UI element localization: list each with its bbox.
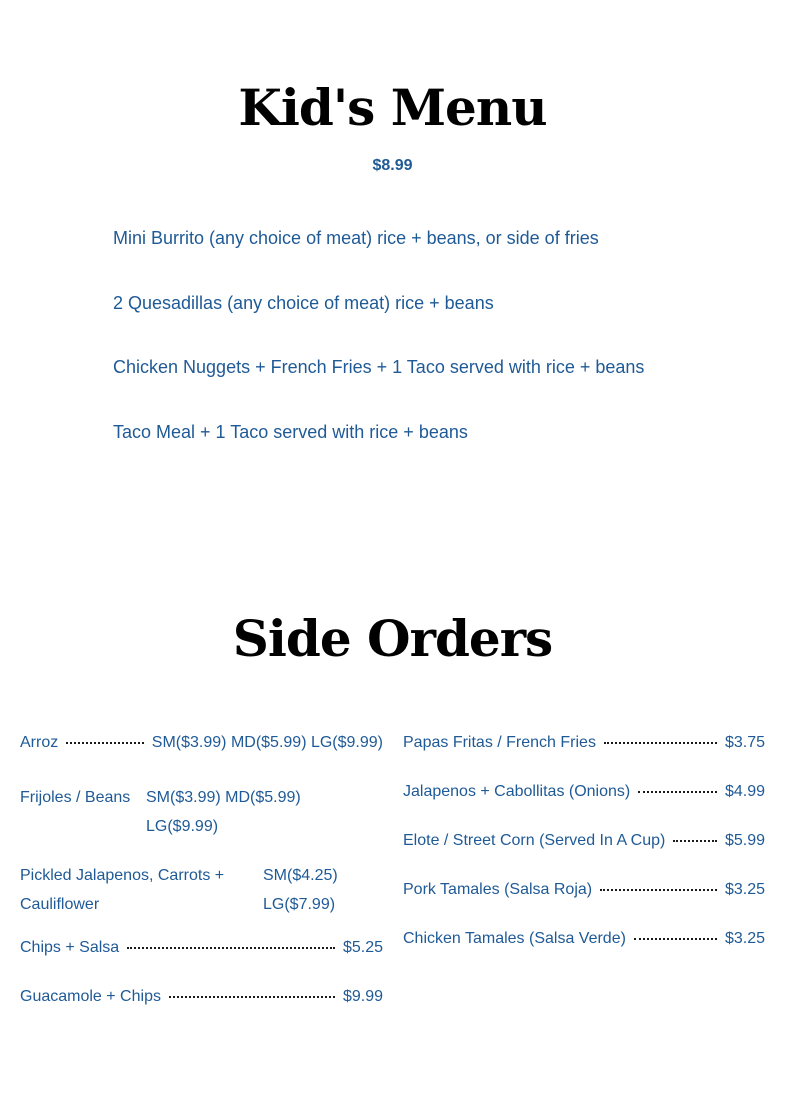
side-orders-title: Side Orders bbox=[232, 609, 553, 668]
list-item: 2 Quesadillas (any choice of meat) rice + beans bbox=[113, 292, 494, 313]
item-name: Jalapenos + Cabollitas (Onions) bbox=[403, 783, 631, 800]
side-orders-left-column bbox=[20, 734, 383, 1037]
side-item-arroz bbox=[20, 734, 383, 783]
item-name: Chips + Salsa bbox=[20, 939, 120, 956]
side-item-chips-salsa bbox=[20, 939, 383, 988]
side-orders-right-column bbox=[403, 734, 765, 979]
side-item-pickled bbox=[20, 861, 383, 919]
item-name: Guacamole + Chips bbox=[20, 988, 161, 1005]
side-item-chicken-tamales bbox=[403, 930, 765, 979]
item-price: SM($3.99) MD($5.99) LG($9.99) bbox=[151, 734, 383, 751]
leader-dots bbox=[604, 741, 717, 744]
item-price: $3.75 bbox=[724, 734, 765, 751]
list-item: Mini Burrito (any choice of meat) rice + beans, or side of fries bbox=[113, 228, 599, 248]
side-item-pork-tamales bbox=[403, 881, 765, 930]
item-price: $3.25 bbox=[724, 881, 765, 898]
item-price: $9.99 bbox=[342, 988, 383, 1005]
item-price: SM($3.99) MD($5.99) LG($9.99) bbox=[146, 789, 301, 835]
item-price: $5.99 bbox=[724, 832, 765, 849]
leader-dots bbox=[66, 741, 144, 744]
kids-menu-list bbox=[113, 226, 644, 484]
item-price: $4.99 bbox=[724, 783, 765, 800]
side-item-elote bbox=[403, 832, 765, 881]
kids-menu-price: $8.99 bbox=[372, 157, 413, 174]
leader-dots bbox=[169, 995, 335, 998]
item-name: Pickled Jalapenos, Carrots + Cauliflower bbox=[20, 867, 225, 913]
item-name: Arroz bbox=[20, 734, 59, 751]
leader-dots bbox=[600, 888, 717, 891]
item-price: $3.25 bbox=[724, 930, 765, 947]
list-item: Chicken Nuggets + French Fries + 1 Taco served with rice + beans bbox=[113, 357, 645, 377]
item-name: Elote / Street Corn (Served In A Cup) bbox=[403, 832, 666, 849]
kids-menu-title: Kid's Menu bbox=[238, 78, 547, 137]
side-item-guacamole bbox=[20, 988, 383, 1037]
item-name: Papas Fritas / French Fries bbox=[403, 734, 596, 751]
item-price: SM($4.25) LG($7.99) bbox=[263, 867, 338, 913]
leader-dots bbox=[638, 790, 717, 793]
leader-dots bbox=[634, 937, 717, 940]
item-price: $5.25 bbox=[342, 939, 383, 956]
side-item-jalapenos bbox=[403, 783, 765, 832]
item-name: Pork Tamales (Salsa Roja) bbox=[403, 881, 593, 898]
item-name: Chicken Tamales (Salsa Verde) bbox=[403, 930, 626, 947]
item-name: Frijoles / Beans bbox=[20, 789, 131, 806]
leader-dots bbox=[673, 839, 717, 842]
leader-dots bbox=[127, 946, 335, 949]
side-item-frijoles bbox=[20, 783, 383, 841]
side-item-papas bbox=[403, 734, 765, 783]
list-item: Taco Meal + 1 Taco served with rice + beans bbox=[113, 421, 468, 442]
